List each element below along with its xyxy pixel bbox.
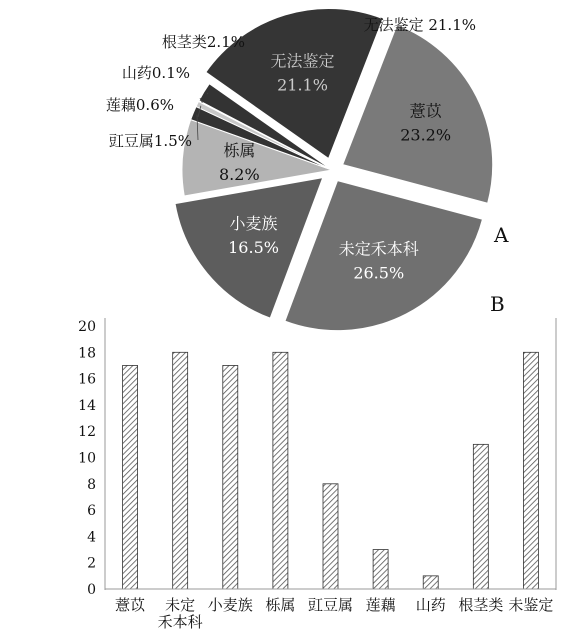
y-tick-label-5: 10 [78,450,96,467]
pie-slice-value-3: 8.2% [219,165,260,185]
x-tick-label-8: 未鉴定 [508,596,554,614]
x-tick-label-3: 栎属 [265,596,296,614]
y-tick-label-0: 0 [87,582,96,598]
x-tick-label-6: 山药 [415,596,446,614]
bar-1 [173,352,188,589]
pie-outer-label-4: 豇豆属1.5% [108,132,192,150]
x-axis-labels [115,596,553,631]
pie-slice-value-2: 16.5% [228,238,279,258]
x-tick-label-4: 豇豆属 [307,596,354,614]
y-tick-label-7: 14 [78,397,96,414]
x-tick-label-1: 未定 [165,596,196,614]
y-tick-label-2: 4 [87,529,96,546]
pie-outer-label-8: 无法鉴定 21.1% [363,16,476,34]
y-tick-label-8: 16 [78,371,96,388]
pie-outer-label-5: 莲藕0.6% [105,96,174,114]
pie-slice-value-1: 26.5% [353,263,405,283]
pie-slice-label-2: 小麦族 [229,214,278,234]
bars [123,352,539,589]
bar-7 [473,444,488,589]
y-tick-label-3: 6 [87,503,96,520]
pie-outer-label-6: 山药0.1% [121,64,190,82]
x-tick-label-1-line1: 禾本科 [157,613,203,631]
pie-chart [106,9,509,331]
x-tick-label-0: 薏苡 [115,596,146,614]
y-tick-label-10: 20 [78,319,96,335]
y-axis [78,319,96,598]
pie-slice-value-8: 21.1% [277,75,328,95]
x-tick-label-5: 莲藕 [365,596,396,614]
bar-3 [273,352,288,589]
y-tick-label-9: 18 [78,345,96,362]
pie-slice-value-0: 23.2% [400,125,452,145]
x-tick-label-7: 根茎类 [458,596,504,614]
x-tick-label-2: 小麦族 [207,596,253,614]
pie-slice-label-3: 栎属 [223,141,256,161]
y-tick-label-1: 2 [87,555,96,572]
bar-8 [523,352,538,589]
panel-label-b: B [490,292,505,316]
bar-chart [78,292,556,631]
pie-slice-label-8: 无法鉴定 [270,51,335,71]
pie-outer-label-7: 根茎类2.1% [161,33,245,51]
y-tick-label-6: 12 [78,424,96,441]
y-tick-label-4: 8 [87,476,96,493]
bar-0 [123,365,138,589]
bar-6 [423,576,438,589]
pie-slice-label-1: 未定禾本科 [338,239,419,259]
bar-2 [223,365,238,589]
panel-label-a: A [494,223,509,247]
bar-4 [323,484,338,589]
bar-5 [373,550,388,589]
pie-slice-label-0: 薏苡 [409,101,442,121]
